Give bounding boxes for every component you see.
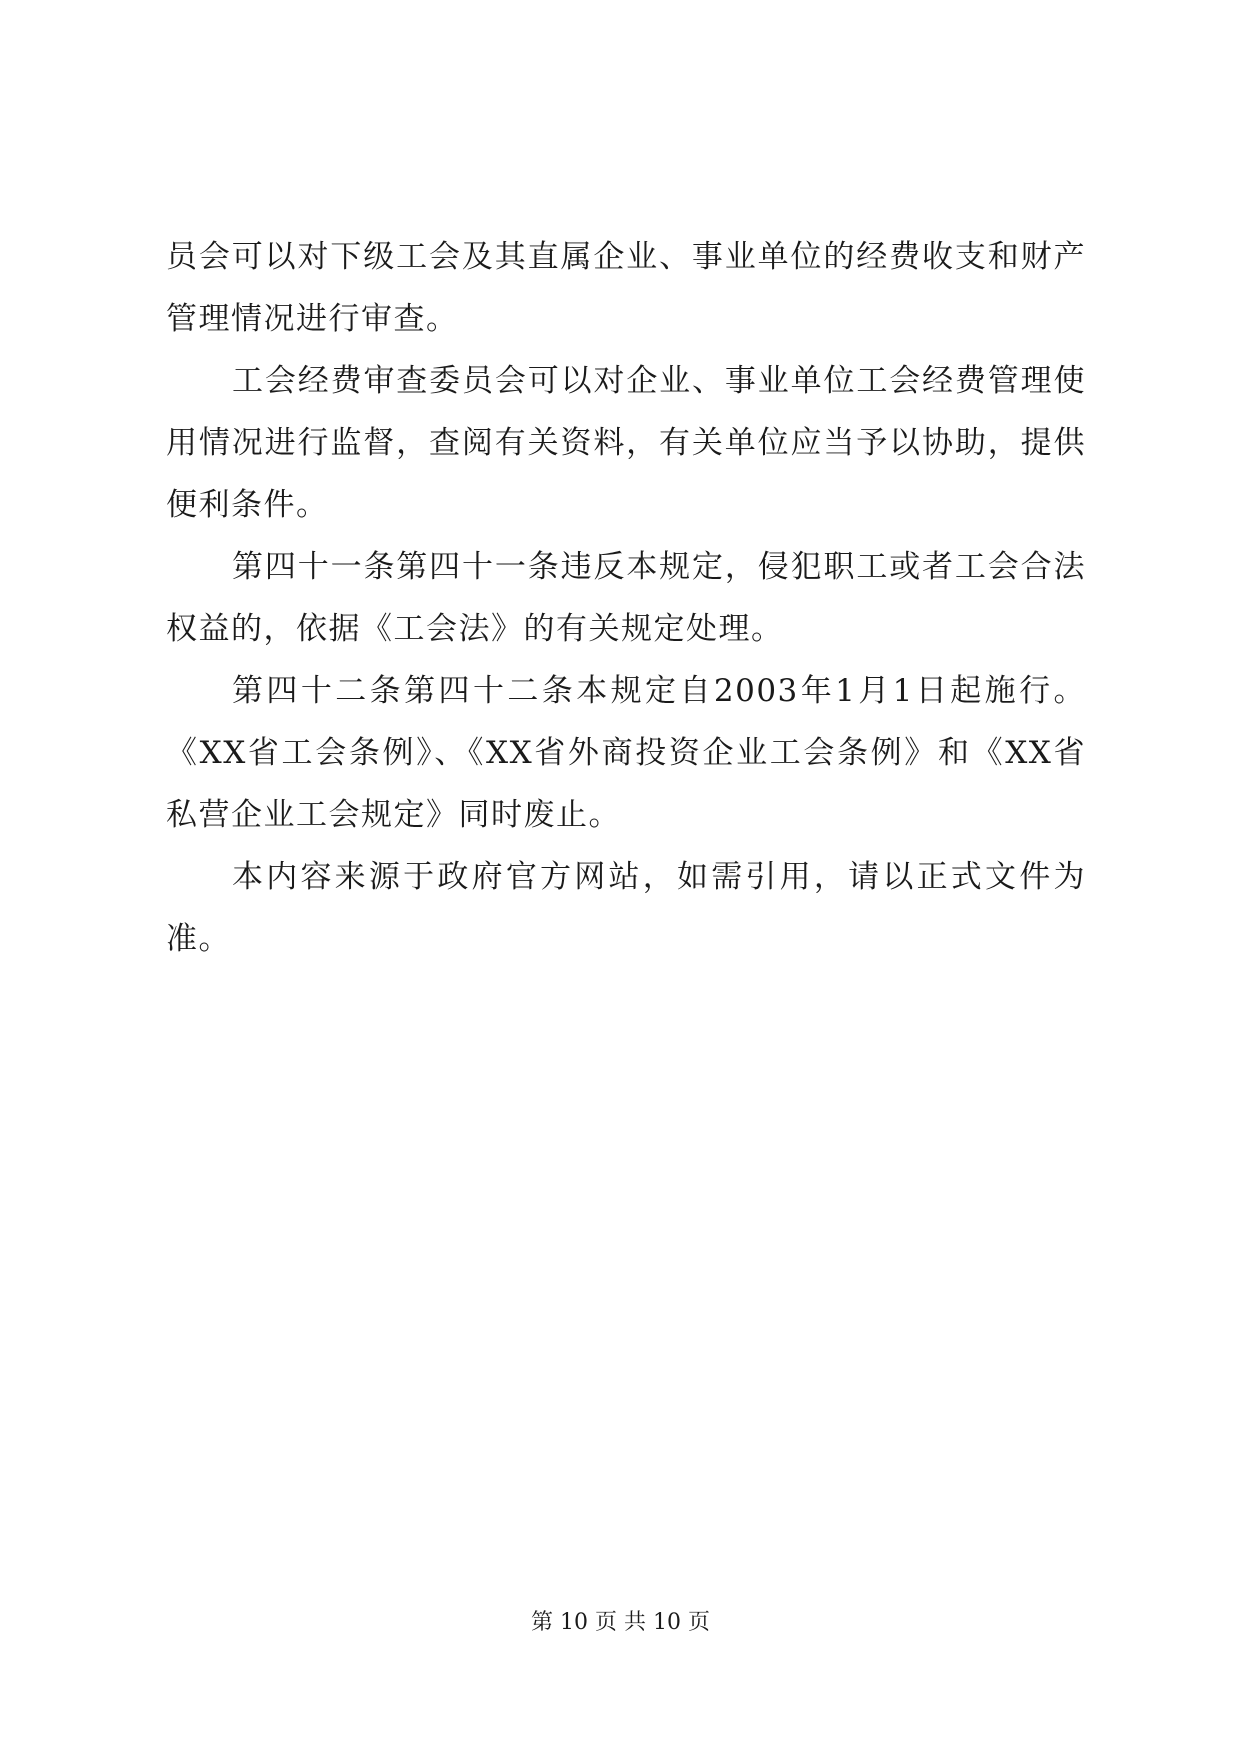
paragraph-audit-committee: 工会经费审查委员会可以对企业、事业单位工会经费管理使用情况进行监督，查阅有关资料，有关单位应当予以协助，提供便利条件。 bbox=[166, 363, 1086, 523]
paragraph-source-note: 本内容来源于政府官方网站，如需引用，请以正式文件为准。 bbox=[166, 859, 1086, 957]
paragraph-article-42: 第四十二条第四十二条本规定自2003年1月1日起施行。《XX省工会条例》、《XX省外商投资企业工会条例》和《XX省私营企业工会规定》同时废止。 bbox=[166, 673, 1086, 833]
paragraph-continuation: 员会可以对下级工会及其直属企业、事业单位的经费收支和财产管理情况进行审查。 bbox=[166, 239, 1086, 337]
page-number-footer: 第 10 页 共 10 页 bbox=[531, 1610, 710, 1635]
document-body bbox=[166, 226, 1086, 970]
paragraph-article-41: 第四十一条第四十一条违反本规定，侵犯职工或者工会合法权益的，依据《工会法》的有关规定处理。 bbox=[166, 549, 1086, 647]
